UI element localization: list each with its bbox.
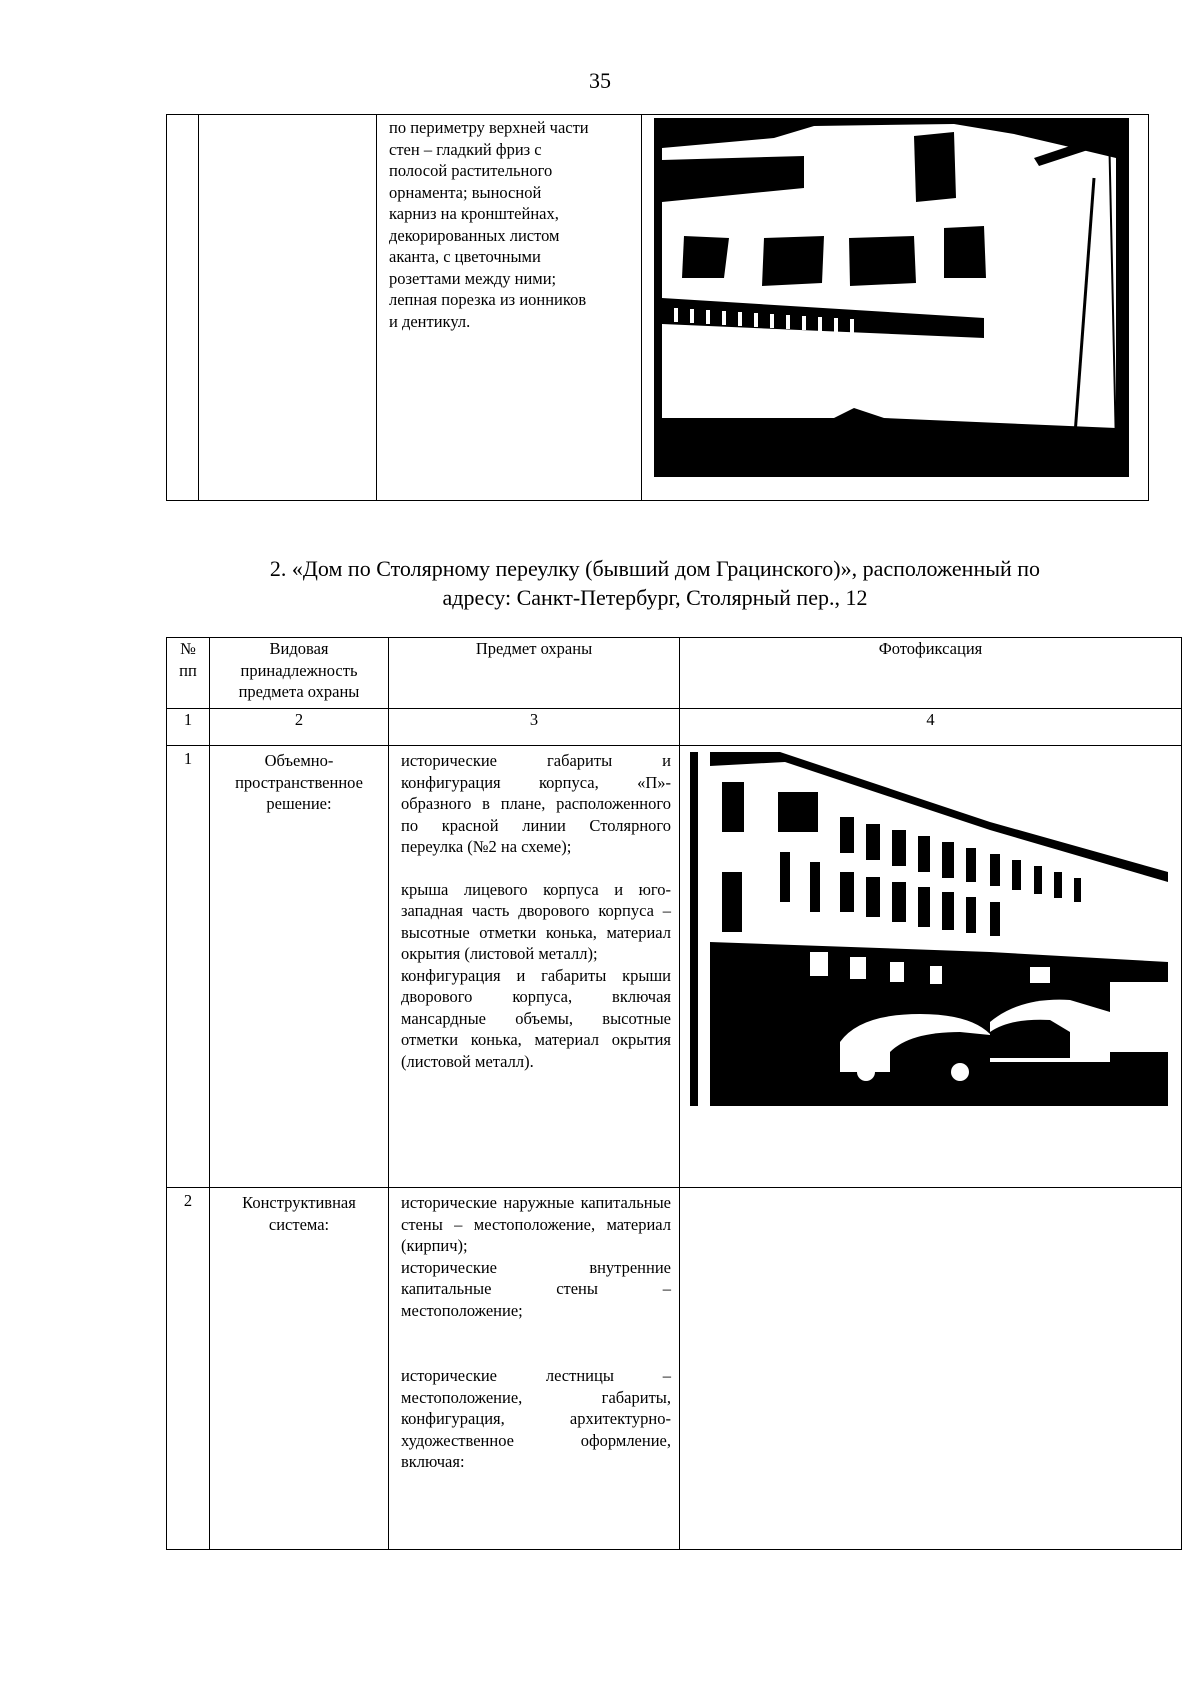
text-line: розеттами между ними; bbox=[389, 268, 557, 288]
row-kind: Объемно-пространственное решение: bbox=[210, 746, 389, 1188]
row-num: 2 bbox=[167, 1188, 210, 1550]
row-kind: Конструктивная система: bbox=[210, 1188, 389, 1550]
subject-paragraph: исторические наружные капитальные стены – местоположение, материал (кирпич); bbox=[401, 1193, 671, 1255]
row-num: 1 bbox=[167, 746, 210, 1188]
text-line: декорированных листом bbox=[389, 225, 560, 245]
protection-subject-table bbox=[166, 637, 1182, 1550]
page-number: 35 bbox=[589, 68, 611, 93]
subject-paragraph: исторические внутренние капитальные стены – местоположение; bbox=[401, 1257, 671, 1320]
row-subject bbox=[389, 1188, 680, 1550]
col-number: 2 bbox=[210, 709, 389, 746]
text-line: карниз на кронштейнах, bbox=[389, 204, 559, 223]
cell-kind-empty bbox=[199, 115, 377, 501]
col-number: 4 bbox=[680, 709, 1182, 746]
table-row bbox=[167, 115, 1149, 501]
column-number-row bbox=[167, 709, 1182, 746]
subject-paragraph: исторические габариты и конфигурация корпуса, «П»-образного в плане, расположенного по красной линии Столярного переулка (№2 на схеме); bbox=[401, 751, 671, 856]
section-heading bbox=[175, 554, 1135, 612]
header-num: № пп bbox=[167, 638, 210, 709]
cornice-photo bbox=[654, 118, 1129, 477]
text-line: лепная порезка из ионников bbox=[389, 290, 587, 309]
text-line: и дентикул. bbox=[389, 311, 471, 331]
table-header-row bbox=[167, 638, 1182, 709]
text-line: аканта, с цветочными bbox=[389, 247, 541, 266]
cell-subject bbox=[377, 115, 642, 501]
col-number: 3 bbox=[389, 709, 680, 746]
row-photo-empty bbox=[680, 1188, 1182, 1550]
text-line: орнамента; выносной bbox=[389, 182, 542, 202]
subject-paragraph: крыша лицевого корпуса и юго-западная часть дворового корпуса – высотные отметки конька, материал окрытия (листовой металл); bbox=[401, 879, 671, 963]
subject-paragraph: конфигурация и габариты крыши дворового корпуса, включая мансардные объемы, высотные отметки конька, материал окрытия (листовой металл). bbox=[401, 965, 671, 1071]
header-kind: Видовая принадлежность предмета охраны bbox=[210, 638, 389, 709]
row-subject bbox=[389, 746, 680, 1188]
text-line: по периметру верхней части bbox=[389, 118, 589, 137]
text-line: полосой растительного bbox=[389, 161, 553, 180]
table-row bbox=[167, 1188, 1182, 1550]
row-photo bbox=[680, 746, 1182, 1188]
table-row bbox=[167, 746, 1182, 1188]
header-subject: Предмет охраны bbox=[389, 638, 680, 709]
building-photo bbox=[690, 752, 1168, 1106]
heading-line-1: 2. «Дом по Столярному переулку (бывший дом Грацинского)», расположенный по bbox=[269, 556, 1041, 581]
heading-line-2: адресу: Санкт-Петербург, Столярный пер., 12 bbox=[442, 585, 868, 610]
header-photo: Фотофиксация bbox=[680, 638, 1182, 709]
col-number: 1 bbox=[167, 709, 210, 746]
subject-paragraph: исторические лестницы – местоположение, габариты, конфигурация, архитектурно-художественное оформление, включая: bbox=[401, 1366, 671, 1471]
cell-num-empty bbox=[167, 115, 199, 501]
text-line: стен – гладкий фриз с bbox=[389, 139, 542, 159]
continuation-table bbox=[166, 114, 1149, 501]
cell-photo bbox=[642, 115, 1149, 501]
